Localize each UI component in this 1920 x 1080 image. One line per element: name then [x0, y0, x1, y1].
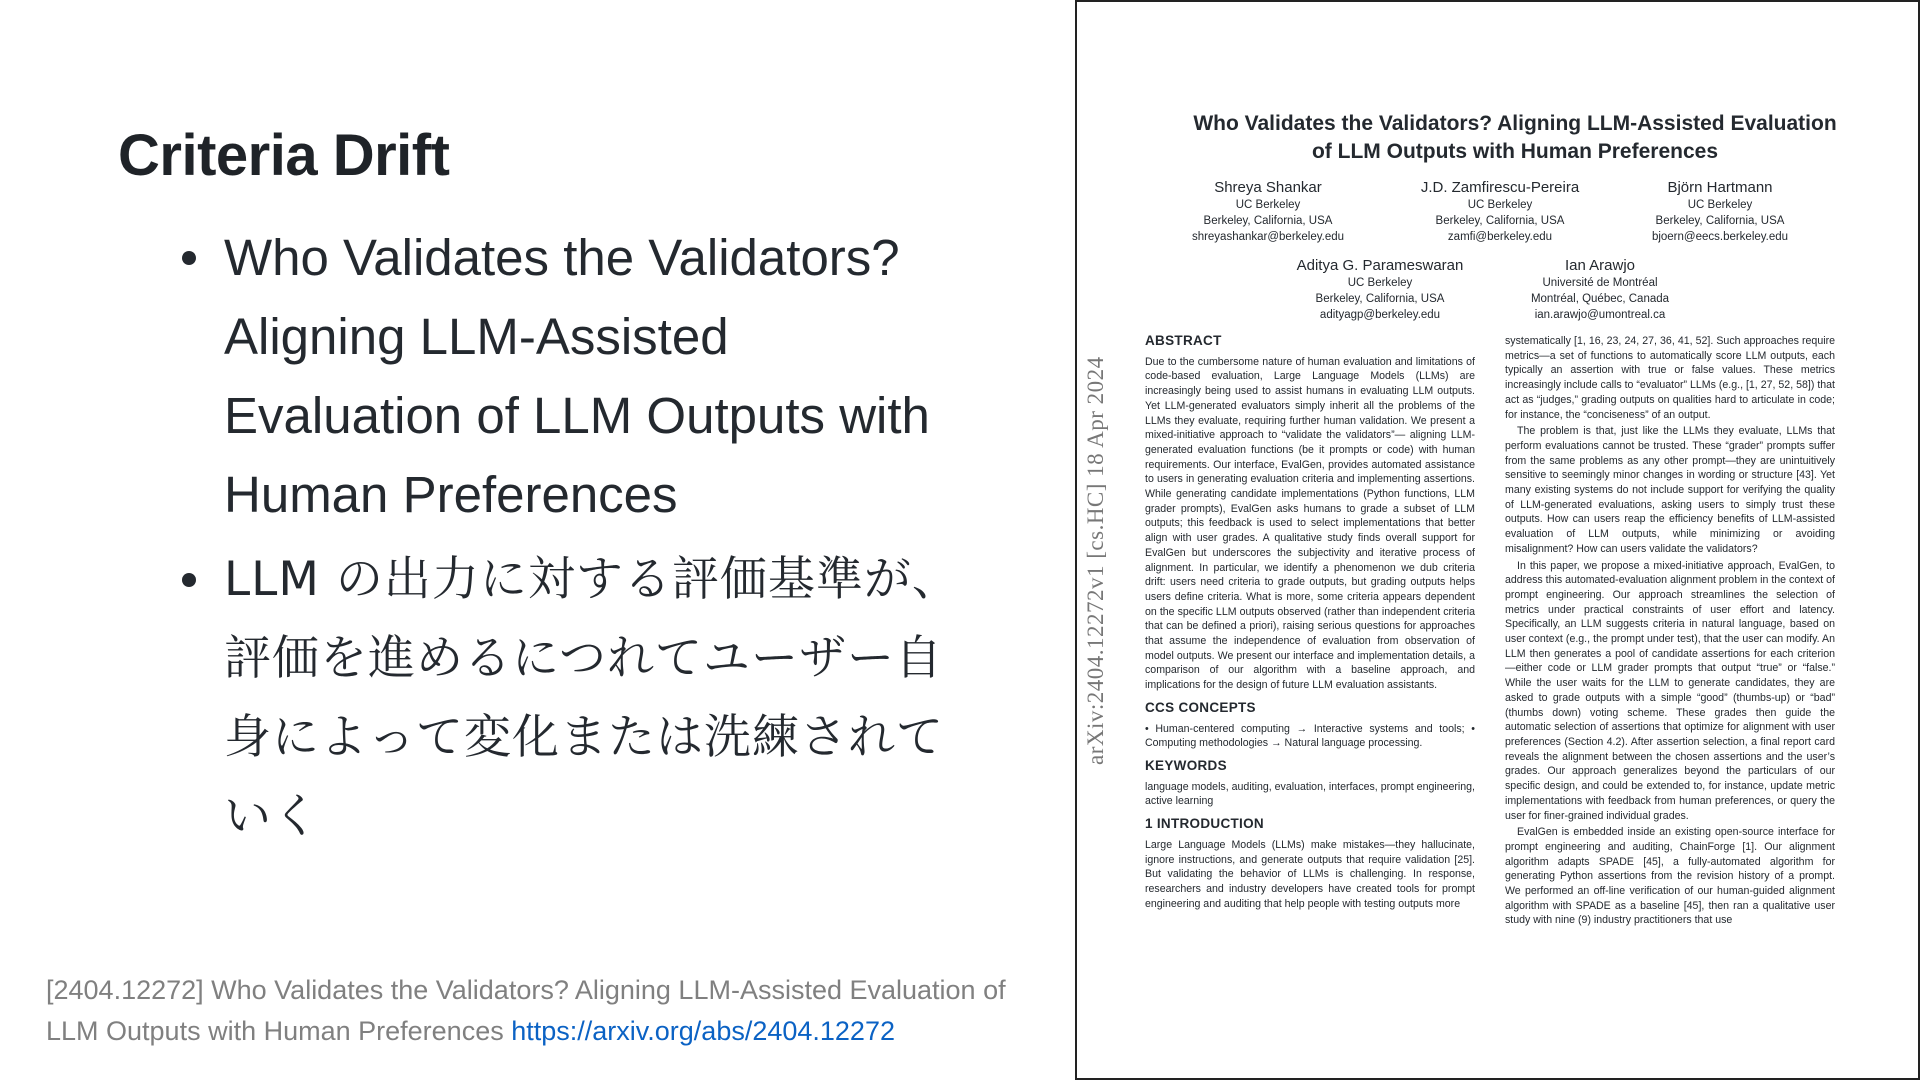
ccs-text: • Human-centered computing → Interactive systems and tools; • Computing methodologies → Natural language processing. — [1145, 722, 1475, 750]
author-email: zamfi@berkeley.edu — [1447, 231, 1553, 243]
bullet-item-criteria-drift-description — [174, 540, 974, 856]
author-location: Montréal, Québec, Canada — [1530, 293, 1670, 305]
bullet-dot-icon — [182, 573, 196, 587]
author-location: Berkeley, California, USA — [1655, 215, 1785, 227]
bullet-dot-icon — [182, 251, 196, 265]
paragraph: EvalGen is embedded inside an existing open-source interface for prompt engineering and auditing, ChainForge [1]. Our alignment algorithm adapts SPADE [45], a fully-automated algorithm for generating Python assertions from the revision history of a prompt. We performed an off-line verification of our human-guided alignment algorithm with SPADE as a baseline [45], then ran a qualitative user study with nine (9) industry practitioners that use — [1505, 826, 1835, 927]
author-affiliation: UC Berkeley — [1467, 199, 1533, 211]
author-affiliation: Université de Montréal — [1542, 277, 1658, 289]
paragraph: systematically [1, 16, 23, 24, 27, 36, 41, 52]. Such approaches require metrics—a set of functions to automatically score LLM outputs, each typically an assertion with true or false values. These metrics increasingly include calls to “evaluator” LLMs (e.g., [1, 27, 52, 58]) that act as “judges,” grading outputs on qualities hard to articulate in code; for instance, the “conciseness” of an output. — [1505, 335, 1835, 421]
arxiv-link[interactable]: https://arxiv.org/abs/2404.12272 — [511, 1016, 895, 1046]
keywords-heading: KEYWORDS — [1145, 757, 1227, 773]
paragraph: The problem is that, just like the LLMs they evaluate, LLMs that perform evaluations cannot be trusted. These “grader” prompts suffer from the same problems as any other prompt—they are unintuitively sensitive to seemingly minor changes in wording or structure [43]. Yet many existing systems do not include support for verifying the quality of LLM-generated evaluations, asking users to simply trust these outputs. How can users reap the efficiency benefits of LLM-assisted evaluation of LLM outputs, while minimizing or avoiding misalignment? How can users validate the validators? — [1505, 425, 1835, 555]
paper-right-column — [1505, 334, 1835, 930]
source-citation — [46, 970, 1046, 1052]
author-affiliation: UC Berkeley — [1347, 277, 1413, 289]
author-block — [1620, 178, 1820, 245]
paper-title-line: Who Validates the Validators? Aligning LLM-Assisted Evaluation — [1193, 112, 1837, 135]
author-email: shreyashankar@berkeley.edu — [1191, 231, 1345, 243]
introduction-text: Large Language Models (LLMs) make mistakes—they hallucinate, ignore instructions, and generate outputs that require validation [25]. But validating the behavior of LLMs is challenging. In response, researchers and industry developers have created tools for prompt engineering and auditing that help people with testing outputs more — [1145, 838, 1475, 910]
arxiv-stamp: arXiv:2404.12272v1 [cs.HC] 18 Apr 2024 — [1083, 356, 1108, 765]
introduction-heading: 1 INTRODUCTION — [1145, 816, 1264, 832]
author-affiliation: UC Berkeley — [1235, 199, 1301, 211]
author-email: adityagp@berkeley.edu — [1319, 309, 1441, 321]
slide-title: Criteria Drift — [118, 123, 450, 188]
author-name: Shreya Shankar — [1214, 179, 1322, 196]
ccs-heading: CCS CONCEPTS — [1145, 699, 1256, 715]
paper-title — [1135, 110, 1895, 166]
author-email: bjoern@eecs.berkeley.edu — [1651, 231, 1789, 243]
keywords-text: language models, auditing, evaluation, interfaces, prompt engineering, active learning — [1145, 780, 1475, 808]
bullet-item-paper-title — [174, 218, 974, 534]
author-name: Aditya G. Parameswaran — [1296, 257, 1464, 274]
author-email: ian.arawjo@umontreal.ca — [1534, 309, 1666, 321]
author-location: Berkeley, California, USA — [1315, 293, 1445, 305]
abstract-heading: ABSTRACT — [1145, 333, 1222, 348]
paragraph: In this paper, we propose a mixed-initiative approach, EvalGen, to address this automated-evaluation alignment problem in the context of prompt engineering. Our approach streamlines the selection of metrics under practical constraints of user effort and latency. Specifically, an LLM suggests criteria in natural language, based on user context (e.g., the prompt under test), that the user can modify. An LLM then generates a pool of candidate assertions for each criterion—either code or LLM grader prompts that output “true” or “false.” While the user waits for the LLM to generate candidates, they are asked to grade outputs with a simple “good” (thumbs-up) or “bad” (thumbs down) voting scheme. These grades then guide the automatic selection of assertions that optimize for alignment with user preferences (Section 4.2). After assertion selection, a final report card reveals the alignment between the chosen assertions and the user’s grades. Our approach generalizes beyond the particulars of our specific design, and could be extended to, for instance, update metric implementations with feedback from human preferences, or query the user for finer-grained individual grades. — [1505, 559, 1835, 822]
citation-text: [2404.12272] Who Validates the Validators? Aligning LLM-Assisted Evaluation of LLM Outputs with Human Preferences — [46, 975, 1006, 1046]
author-affiliation: UC Berkeley — [1687, 199, 1753, 211]
author-block — [1275, 256, 1485, 323]
paper-title-line: of LLM Outputs with Human Preferences — [1311, 140, 1719, 163]
author-location: Berkeley, California, USA — [1203, 215, 1333, 227]
bullet-text: Who Validates the Validators? Aligning LLM-Assisted Evaluation of LLM Outputs with Human Preferences — [224, 229, 930, 523]
author-block — [1395, 178, 1605, 245]
author-name: Ian Arawjo — [1564, 257, 1636, 274]
author-block — [1168, 178, 1368, 245]
author-block — [1500, 256, 1700, 323]
bullet-text: LLM の出力に対する評価基準が、評価を進めるにつれてユーザー自身によって変化または洗練されていく — [224, 552, 960, 844]
abstract-text: Due to the cumbersome nature of human evaluation and limitations of code-based evaluation, Large Language Models (LLMs) are increasingly being used to assist humans in evaluating LLM outputs. Yet LLM-generated evaluators simply inherit all the problems of the LLMs they evaluate, requiring further human validation. We present a mixed-initiative approach to “validate the validators”— aligning LLM-generated evaluation functions (be it prompts or code) with human requirements. Our interface, EvalGen, provides automated assistance to users in generating evaluation criteria and implementing assertions. While generating candidate implementations (Python functions, LLM grader prompts), EvalGen asks humans to grade a subset of LLM outputs; this feedback is used to select implementations that better align with user grades. A qualitative study finds overall support for EvalGen but underscores the subjectivity and iterative process of alignment. In particular, we identify a phenomenon we dub criteria drift: users need criteria to grade outputs, but grading outputs helps users define criteria. What is more, some criteria appears dependent on the specific LLM outputs observed (rather than independent criteria that can be defined a priori), raising serious questions for approaches that assume the independence of evaluation from observation of model outputs. We present our interface and implementation details, a comparison of our algorithm with a baseline approach, and implications for the design of future LLM evaluation assistants. — [1145, 355, 1475, 692]
author-name: J.D. Zamfirescu-Pereira — [1420, 179, 1580, 196]
author-location: Berkeley, California, USA — [1435, 215, 1565, 227]
paper-left-column — [1145, 334, 1475, 913]
author-name: Björn Hartmann — [1667, 179, 1773, 196]
bullet-list — [174, 218, 974, 862]
